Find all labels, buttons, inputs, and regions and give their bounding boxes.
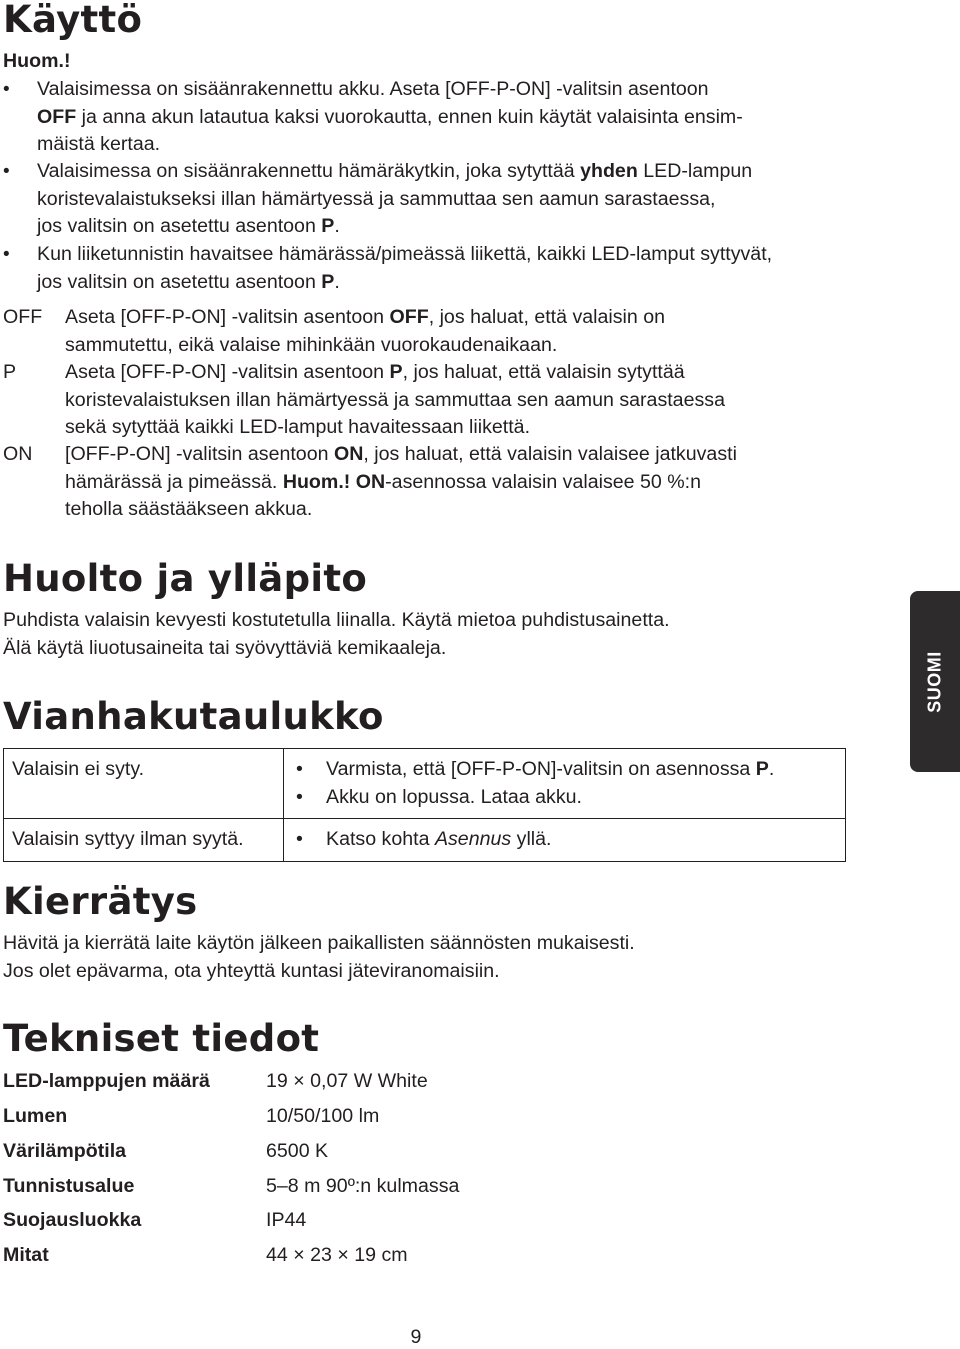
- section-title-huolto: Huolto ja ylläpito: [3, 557, 368, 600]
- page-number: 9: [410, 1326, 422, 1348]
- bullet-icon: •: [3, 161, 10, 182]
- mode-key: OFF: [3, 306, 43, 328]
- paragraph: [3, 607, 843, 662]
- text-line: Valaisimessa on sisäänrakennettu hämäräkytkin, joka sytyttää yhden LED-lampun: [37, 160, 753, 182]
- list-item: [0, 76, 840, 160]
- table-cell-solution: [284, 819, 846, 862]
- bullet-icon: •: [296, 758, 303, 780]
- text-line: Aseta [OFF-P-ON] -valitsin asentoon OFF, jos haluat, että valaisin on: [65, 306, 666, 328]
- text-line: OFF ja anna akun latautua kaksi vuorokautta, ennen kuin käytät valaisinta ensim-: [37, 105, 743, 128]
- paragraph: [3, 930, 843, 985]
- table-cell-solution: [284, 749, 846, 819]
- text-line: Kun liiketunnistin havaitsee hämärässä/pimeässä liikettä, kaikki LED-lamput syttyvät,: [37, 243, 773, 265]
- spec-value: 10/50/100 lm: [266, 1105, 380, 1127]
- spec-value: IP44: [266, 1209, 307, 1231]
- section-title-vianhaku: Vianhakutaulukko: [3, 695, 384, 738]
- list-item: • Akku on lopussa. Lataa akku.: [296, 784, 837, 812]
- text-line: Aseta [OFF-P-ON] -valitsin asentoon P, jos haluat, että valaisin sytyttää: [65, 361, 685, 383]
- spec-value: 6500 K: [266, 1140, 329, 1162]
- language-tab-label: SUOMI: [924, 650, 945, 713]
- text-line: Älä käytä liuotusaineita tai syövyttäviä kemikaaleja.: [3, 636, 447, 659]
- mode-key: P: [3, 361, 17, 383]
- spec-value: 44 × 23 × 19 cm: [266, 1244, 408, 1266]
- text-line: jos valitsin on asetettu asentoon P.: [37, 215, 340, 237]
- text-line: jos valitsin on asetettu asentoon P.: [37, 270, 340, 293]
- spec-label: Suojausluokka: [3, 1209, 142, 1231]
- spec-label: Värilämpötila: [3, 1140, 127, 1162]
- table-cell-symptom: Valaisin ei syty.: [4, 749, 284, 819]
- spec-label: Lumen: [3, 1105, 68, 1127]
- text-line: Hävitä ja kierrätä laite käytön jälkeen paikallisten säännösten mukaisesti.: [3, 932, 635, 954]
- mode-on: [3, 441, 833, 525]
- list-item: [0, 158, 840, 242]
- section-title-kierratys: Kierrätys: [3, 880, 198, 923]
- language-tab: [910, 591, 960, 772]
- mode-p: [3, 359, 833, 443]
- text-line: Puhdista valaisin kevyesti kostutetulla liinalla. Käytä mietoa puhdistusainetta.: [3, 609, 670, 631]
- list-item: • Katso kohta Asennus yllä.: [296, 826, 837, 854]
- list-item: [0, 241, 840, 297]
- text-line: mäistä kertaa.: [37, 133, 161, 155]
- spec-label: Tunnistusalue: [3, 1175, 135, 1197]
- bullet-icon: •: [3, 244, 10, 265]
- text-line: sekä sytyttää kaikki LED-lamput havaitessaan liikettä.: [65, 416, 531, 438]
- text-line: teholla säästääkseen akkua.: [65, 498, 313, 520]
- table-row: [4, 819, 846, 862]
- bullet-icon: •: [3, 79, 10, 100]
- text-line: koristevalaistuksen illan hämärtyessä ja sammuttaa sen aamun sarastaessa: [65, 388, 725, 411]
- text-line: koristevalaistukseksi illan hämärtyessä ja sammuttaa sen aamun sarastaessa,: [37, 187, 716, 210]
- text-line: Valaisimessa on sisäänrakennettu akku. Aseta [OFF-P-ON] -valitsin asentoon: [37, 78, 709, 100]
- mode-key: ON: [3, 443, 33, 465]
- text-line: sammutettu, eikä valaise mihinkään vuorokaudenaikaan.: [65, 333, 558, 356]
- table-row: [4, 749, 846, 819]
- section-title-kaytto: Käyttö: [3, 0, 143, 41]
- list-item: • Varmista, että [OFF-P-ON]-valitsin on asennossa P.: [296, 756, 837, 784]
- table-cell-symptom: Valaisin syttyy ilman syytä.: [4, 819, 284, 862]
- bullet-icon: •: [296, 785, 303, 808]
- spec-label: LED-lamppujen määrä: [3, 1070, 210, 1092]
- section-title-tekniset: Tekniset tiedot: [3, 1017, 320, 1060]
- text-line: Jos olet epävarma, ota yhteyttä kuntasi jäteviranomaisiin.: [3, 959, 500, 982]
- note-label: Huom.!: [3, 50, 71, 72]
- spec-label: Mitat: [3, 1244, 49, 1266]
- text-line: [OFF-P-ON] -valitsin asentoon ON, jos haluat, että valaisin valaisee jatkuvasti: [65, 443, 737, 465]
- mode-off: [3, 304, 833, 360]
- spec-value: 19 × 0,07 W White: [266, 1070, 428, 1092]
- spec-value: 5–8 m 90º:n kulmassa: [266, 1175, 460, 1197]
- troubleshooting-table: [3, 748, 846, 862]
- text-line: hämärässä ja pimeässä. Huom.! ON-asennossa valaisin valaisee 50 %:n: [65, 470, 702, 493]
- bullet-icon: •: [296, 828, 303, 850]
